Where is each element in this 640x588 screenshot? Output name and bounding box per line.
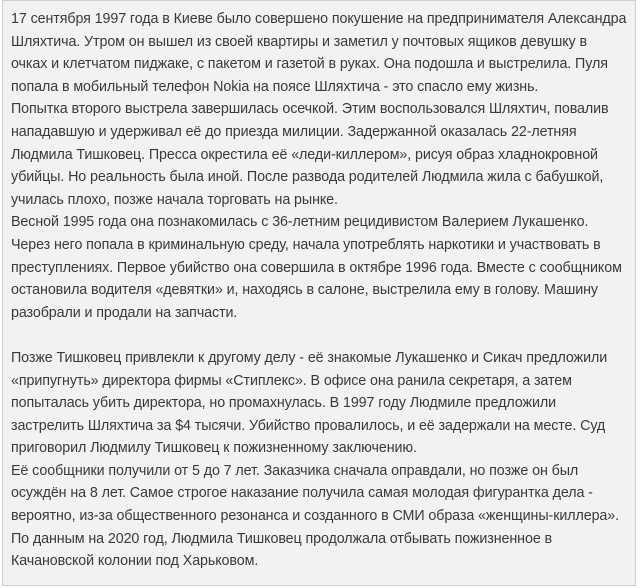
article-paragraph-2: Попытка второго выстрела завершилась осечкой. Этим воспользовался Шляхтич, повалив нападавшую и удерживал её до приезда милиции. Задержанной оказалась 22-летняя Людмила Тишковец. Пресса окрестила её «леди-киллером», рисуя образ хладнокровной убийцы. Но реальность была иной. После развода родителей Людмила жила с бабушкой, училась плохо, позже начала торговать на рынке. (11, 101, 609, 208)
article-paragraph-1: 17 сентября 1997 года в Киеве было совершено покушение на предпринимателя Александра Шляхтича. Утром он вышел из своей квартиры и заметил у почтовых ящиков девушку в очках и клетчатом пиджаке, с пакетом и газетой в руках. Она подошла и выстрелила. Пуля попала в мобильный телефон Nokia на поясе Шляхтича - это спасло ему жизнь. (11, 11, 627, 95)
article-paragraph-4: Позже Тишковец привлекли к другому делу - её знакомые Лукашенко и Сикач предложили «припугнуть» директора фирмы «Стиплекс». В офисе она ранила секретаря, а затем попыталась убить директора, но промахнулась. В 1997 году Людмиле предложили застрелить Шляхтича за $4 тысячи. Убийство провалилось, и её задержали на месте. Суд приговорил Людмилу Тишковец к пожизненному заключению. (11, 349, 608, 457)
article-paragraph-3: Весной 1995 года она познакомилась с 36-летним рецидивистом Валерием Лукашенко. Через него попала в криминальную среду, начала употреблять наркотики и участвовать в преступлениях. Первое убийство она совершила в октябре 1996 года. Вместе с сообщником остановила водителя «девятки» и, находясь в салоне, выстрелила ему в голову. Машину разобрали и продали на запчасти. (11, 214, 622, 321)
article-text-box (2, 0, 636, 586)
article-paragraph-5: Её сообщники получили от 5 до 7 лет. Заказчика сначала оправдали, но позже он был осуждён на 8 лет. Самое строгое наказание получила самая молодая фигурантка дела - вероятно, из-за общественного резонанса и созданного в СМИ образа «женщины-киллера». По данным на 2020 год, Людмила Тишковец продолжала отбывать пожизненное в Качановской колонии под Харьковом. (11, 462, 619, 570)
